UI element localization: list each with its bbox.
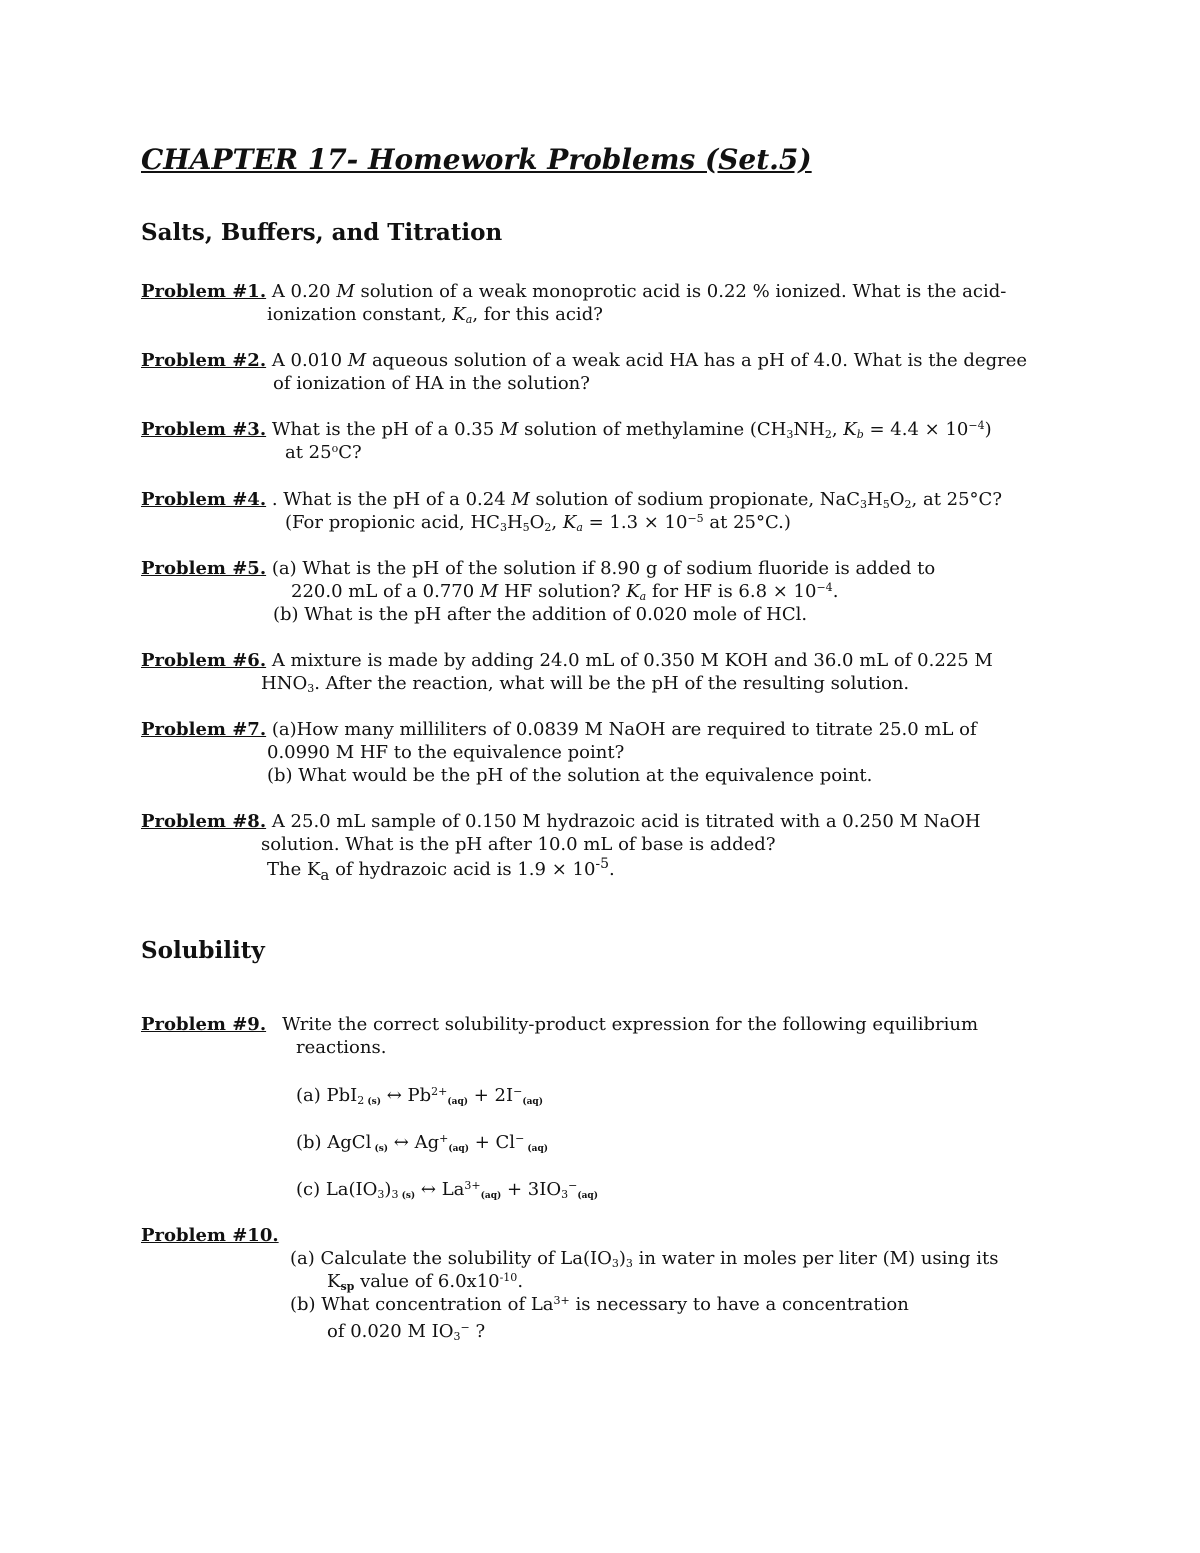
problem-4-line-1: Problem #4. . What is the pH of a 0.24 M solution of sodium propionate, $NaC_3H_5O_2$, at 25°C? (141, 489, 1002, 511)
problem-10-line-5: of 0.020 M $IO_3^-$ ? (327, 1321, 486, 1343)
problem-9-line-1: Problem #9. Write the correct solubility-product expression for the following equilibrium (141, 1014, 979, 1035)
problem-2-line-2: of ionization of HA in the solution? (273, 373, 590, 394)
problem-7-line-3: (b) What would be the pH of the solution at the equivalence point. (267, 765, 873, 786)
problem-6-label: Problem #6. (141, 650, 267, 671)
reaction-b: (b) AgCl $_{(s)}$ ↔ $Ag^+_{(aq)} + Cl^-$ $_{(aq)}$ (296, 1132, 549, 1154)
reaction-a: (a) PbI$_2$ $_{(s)}$ ↔ $Pb^{2+}_{(aq)} + 2I^-_{(aq)}$ (296, 1085, 543, 1107)
section-heading-solubility: Solubility (141, 937, 265, 964)
problem-2-label: Problem #2. (141, 350, 267, 371)
problem-5-line-1: Problem #5. (a) What is the pH of the solution if 8.90 g of sodium fluoride is added to (141, 558, 936, 579)
problem-10-line-1 (141, 1224, 279, 1248)
problem-3-line-2: at 25$^o$C? (285, 442, 362, 463)
problem-8-label: Problem #8. (141, 811, 267, 832)
problem-1-line-2: ionization constant, $K_a$, for this acid? (267, 304, 603, 326)
problem-10-line-4: (b) What concentration of $La^{3+}$ is necessary to have a concentration (290, 1294, 909, 1315)
problem-10-label: Problem #10. (141, 1225, 279, 1246)
problem-1-label: Problem #1. (141, 281, 267, 302)
problem-8-line-2: solution. What is the pH after 10.0 mL of base is added? (261, 834, 776, 855)
problem-4-line-2: (For propionic acid, $HC_3H_5O_2$, $K_a = 1.3 \times 10^{-5}$ at 25°C.) (285, 512, 791, 534)
problem-4-label: Problem #4. (141, 489, 267, 510)
problem-8-line-3: The $K_a$ of hydrazoic acid is $1.9 \times 10^{-5}$. (267, 856, 615, 884)
problem-1-line-1: Problem #1. A 0.20 M solution of a weak monoprotic acid is 0.22 % ionized. What is the acid- (141, 281, 1007, 302)
reaction-c: (c) $La(IO_3)_3$ $_{(s)}$ ↔ $La^{3+}_{(aq)} + 3IO_3^-_{(aq)}$ (296, 1179, 598, 1201)
page-title: CHAPTER 17- Homework Problems (Set.5) (141, 143, 812, 176)
problem-8-line-1: Problem #8. A 25.0 mL sample of 0.150 M hydrazoic acid is titrated with a 0.250 M NaOH (141, 811, 981, 832)
problem-5-line-2: 220.0 mL of a 0.770 M HF solution? $K_a$ for HF is $6.8 \times 10^{-4}$. (291, 581, 839, 603)
problem-6-line-2: $HNO_3$. After the reaction, what will be the pH of the resulting solution. (261, 673, 910, 695)
problem-2-line-1: Problem #2. A 0.010 M aqueous solution of a weak acid HA has a pH of 4.0. What is the degree (141, 350, 1028, 371)
problem-5-label: Problem #5. (141, 558, 267, 579)
problem-3-line-1: Problem #3. What is the pH of a 0.35 M solution of methylamine ($CH_3NH_2$, $K_b = 4.4 \times 10^{-4}$) (141, 419, 992, 441)
section-heading-salts: Salts, Buffers, and Titration (141, 219, 503, 246)
problem-6-line-1: Problem #6. A mixture is made by adding 24.0 mL of 0.350 M KOH and 36.0 mL of 0.225 M (141, 650, 993, 671)
problem-5-line-3: (b) What is the pH after the addition of 0.020 mole of HCl. (273, 604, 808, 625)
problem-9-line-2: reactions. (296, 1037, 387, 1058)
problem-3-label: Problem #3. (141, 419, 267, 440)
problem-7-line-1: Problem #7. (a)How many milliliters of 0.0839 M NaOH are required to titrate 25.0 mL of (141, 719, 977, 740)
problem-9-label: Problem #9. (141, 1014, 267, 1035)
problem-7-line-2: 0.0990 M HF to the equivalence point? (267, 742, 625, 763)
problem-10-line-3: $K_{sp}$ value of $6.0x10^{-10}$. (327, 1271, 524, 1293)
problem-7-label: Problem #7. (141, 719, 267, 740)
problem-10-line-2: (a) Calculate the solubility of $La(IO_3)_3$ in water in moles per liter (M) using its (290, 1248, 999, 1270)
